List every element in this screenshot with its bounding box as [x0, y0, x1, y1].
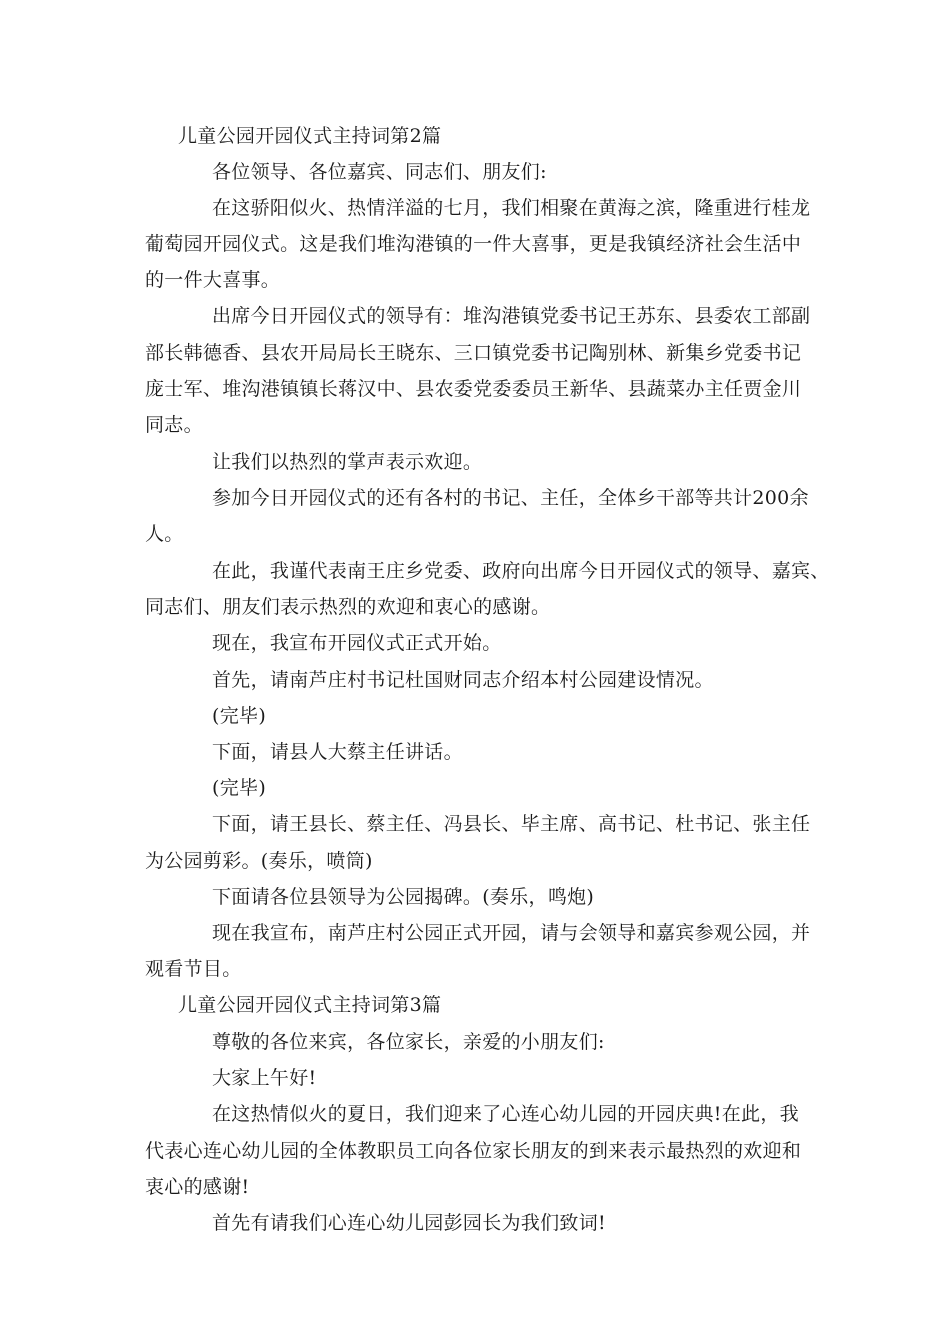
paragraph-line: 同志们、朋友们表示热烈的欢迎和衷心的感谢。 [145, 596, 551, 618]
paragraph-line: 观看节目。 [145, 958, 242, 980]
paragraph-line: 葡萄园开园仪式。这是我们堆沟港镇的一件大喜事，更是我镇经济社会生活中 [145, 233, 802, 255]
paragraph-line: 庞士军、堆沟港镇镇长蒋汉中、县农委党委委员王新华、县蔬菜办主任贾金川 [145, 378, 802, 400]
paragraph-line: 各位领导、各位嘉宾、同志们、朋友们: [212, 161, 547, 183]
paragraph-line: 在这骄阳似火、热情洋溢的七月，我们相聚在黄海之滨，隆重进行桂龙 [212, 197, 811, 219]
paragraph-line: 下面请各位县领导为公园揭碑。(奏乐，鸣炮) [212, 886, 595, 908]
paragraph-line: 为公园剪彩。(奏乐，喷筒) [145, 850, 373, 872]
paragraph-line: 大家上午好! [212, 1067, 317, 1089]
paragraph-line: 在这热情似火的夏日，我们迎来了心连心幼儿园的开园庆典!在此，我 [212, 1103, 799, 1125]
paragraph-line: 尊敬的各位来宾，各位家长，亲爱的小朋友们: [212, 1031, 605, 1053]
paragraph-line: 在此，我谨代表南王庄乡党委、政府向出席今日开园仪式的领导、嘉宾、 [212, 560, 830, 582]
paragraph-line: 人。 [145, 523, 184, 545]
paragraph-line: (完毕) [212, 777, 267, 799]
paragraph-line: 让我们以热烈的掌声表示欢迎。 [212, 451, 483, 473]
paragraph-line: 下面，请县人大蔡主任讲话。 [212, 741, 463, 763]
paragraph-line: 参加今日开园仪式的还有各村的书记、主任，全体乡干部等共计200余 [212, 487, 809, 509]
paragraph-line: 衷心的感谢! [145, 1176, 250, 1198]
paragraph-line: 首先有请我们心连心幼儿园彭园长为我们致词! [212, 1212, 606, 1234]
section-heading: 儿童公园开园仪式主持词第2篇 [178, 125, 442, 147]
paragraph-line: 出席今日开园仪式的领导有：堆沟港镇党委书记王苏东、县委农工部副 [212, 305, 811, 327]
paragraph-line: 现在我宣布，南芦庄村公园正式开园，请与会领导和嘉宾参观公园，并 [212, 922, 811, 944]
paragraph-line: 代表心连心幼儿园的全体教职员工向各位家长朋友的到来表示最热烈的欢迎和 [145, 1140, 802, 1162]
paragraph-line: (完毕) [212, 705, 267, 727]
paragraph-line: 部长韩德香、县农开局局长王晓东、三口镇党委书记陶别林、新集乡党委书记 [145, 342, 802, 364]
paragraph-line: 现在，我宣布开园仪式正式开始。 [212, 632, 502, 654]
paragraph-line: 同志。 [145, 414, 203, 436]
paragraph-line: 首先，请南芦庄村书记杜国财同志介绍本村公园建设情况。 [212, 669, 714, 691]
paragraph-line: 下面，请王县长、蔡主任、冯县长、毕主席、高书记、杜书记、张主任 [212, 813, 811, 835]
section-heading: 儿童公园开园仪式主持词第3篇 [178, 994, 442, 1016]
paragraph-line: 的一件大喜事。 [145, 269, 281, 291]
